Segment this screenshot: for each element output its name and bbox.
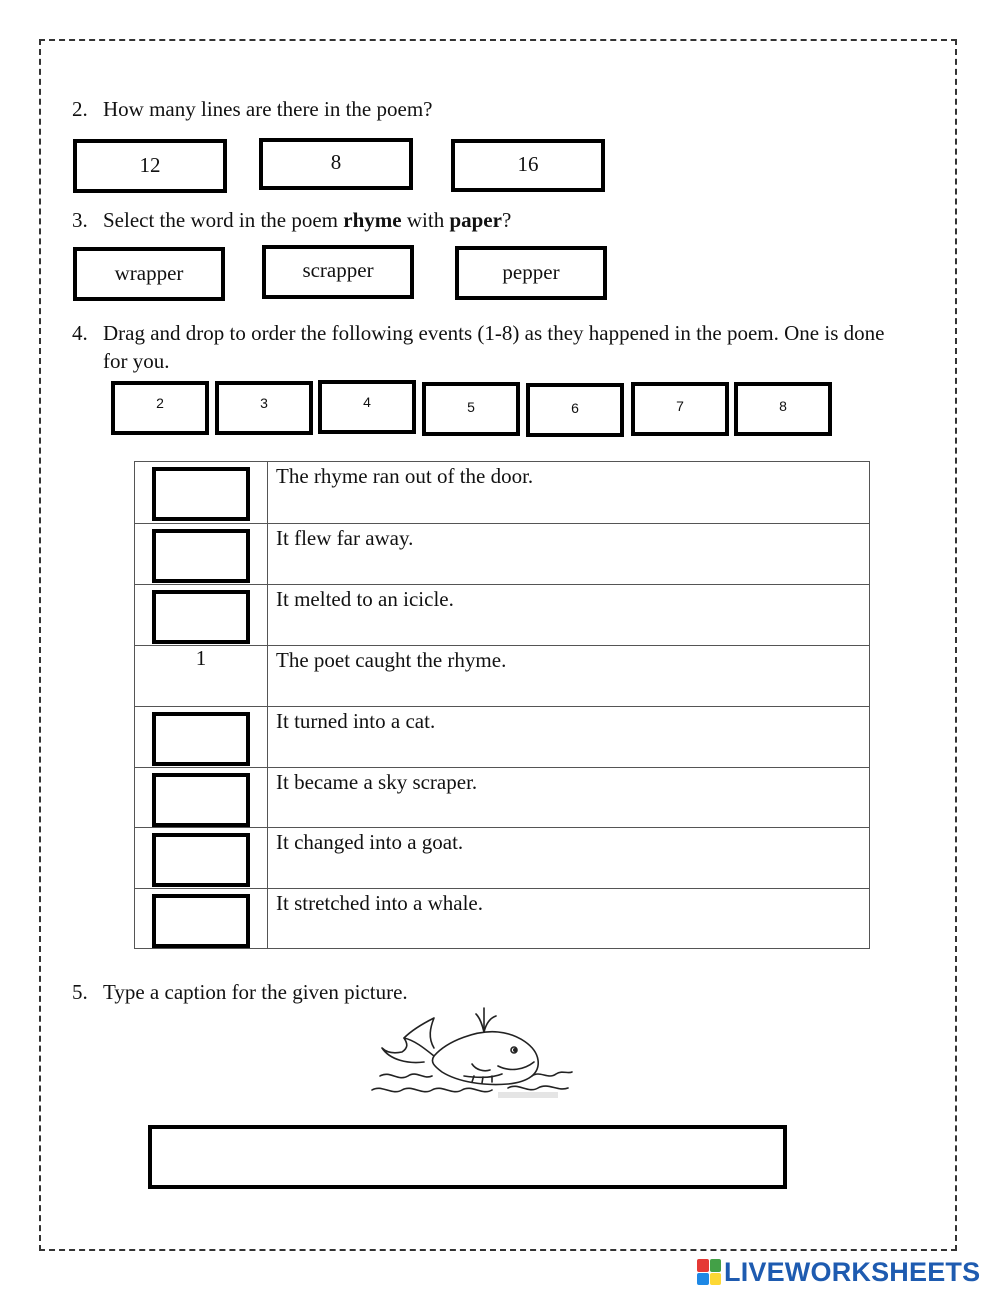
drag-tile-3[interactable]: 3 — [215, 381, 313, 435]
answer-option-16[interactable]: 16 — [451, 139, 605, 192]
drop-zone[interactable] — [152, 529, 250, 583]
event-text: The poet caught the rhyme. — [268, 646, 870, 707]
event-text: It stretched into a whale. — [268, 889, 870, 949]
question-3 — [72, 206, 511, 234]
question-text: Select the word in the poem — [103, 208, 344, 232]
event-text: It turned into a cat. — [268, 707, 870, 768]
drop-zone[interactable] — [152, 467, 250, 521]
order-cell — [135, 707, 268, 768]
order-cell — [135, 768, 268, 828]
event-row — [135, 889, 870, 949]
question-bold-word: rhyme — [343, 208, 402, 232]
drop-zone[interactable] — [152, 773, 250, 827]
order-cell — [135, 828, 268, 889]
event-text: It changed into a goat. — [268, 828, 870, 889]
question-number: 2. — [72, 97, 88, 121]
question-4 — [72, 319, 912, 375]
drop-zone[interactable] — [152, 894, 250, 948]
event-row — [135, 462, 870, 524]
drag-tile-2[interactable]: 2 — [111, 381, 209, 435]
order-given: 1 — [135, 646, 268, 707]
event-text: It flew far away. — [268, 524, 870, 585]
event-text: The rhyme ran out of the door. — [268, 462, 870, 524]
drag-tile-7[interactable]: 7 — [631, 382, 729, 436]
question-bold-word: paper — [449, 208, 502, 232]
answer-option-8[interactable]: 8 — [259, 138, 413, 190]
drag-tile-5[interactable]: 5 — [422, 382, 520, 436]
answer-option-wrapper[interactable]: wrapper — [73, 247, 225, 301]
question-text: Type a caption for the given picture. — [103, 980, 408, 1004]
drop-zone[interactable] — [152, 833, 250, 887]
question-text: How many lines are there in the poem? — [103, 97, 433, 121]
drag-tile-4[interactable]: 4 — [318, 380, 416, 434]
event-row — [135, 707, 870, 768]
event-text: It became a sky scraper. — [268, 768, 870, 828]
question-text: Drag and drop to order the following events (1-8) as they happened in the poem. One is done for you. — [103, 321, 885, 373]
question-5 — [72, 978, 408, 1006]
order-cell — [135, 585, 268, 646]
event-row — [135, 828, 870, 889]
answer-option-12[interactable]: 12 — [73, 139, 227, 193]
question-text: with — [401, 208, 450, 232]
whale-picture — [368, 1004, 574, 1102]
event-row — [135, 585, 870, 646]
question-number: 5. — [72, 980, 88, 1004]
drag-tile-8[interactable]: 8 — [734, 382, 832, 436]
drop-zone[interactable] — [152, 590, 250, 644]
events-table — [134, 461, 870, 949]
question-number: 3. — [72, 208, 88, 232]
question-number: 4. — [72, 321, 88, 345]
order-cell — [135, 462, 268, 524]
liveworksheets-brand — [697, 1256, 980, 1288]
brand-name: LIVEWORKSHEETS — [724, 1256, 981, 1287]
drag-tile-6[interactable]: 6 — [526, 383, 624, 437]
answer-option-scrapper[interactable]: scrapper — [262, 245, 414, 299]
order-cell — [135, 524, 268, 585]
order-cell — [135, 889, 268, 949]
event-row — [135, 768, 870, 828]
caption-input[interactable] — [152, 1129, 783, 1185]
answer-option-pepper[interactable]: pepper — [455, 246, 607, 300]
event-text: It melted to an icicle. — [268, 585, 870, 646]
liveworksheets-logo-icon — [697, 1259, 721, 1285]
drop-zone[interactable] — [152, 712, 250, 766]
caption-box — [148, 1125, 787, 1189]
event-row — [135, 524, 870, 585]
question-2 — [72, 95, 432, 123]
question-text: ? — [501, 208, 512, 232]
event-row — [135, 646, 870, 707]
